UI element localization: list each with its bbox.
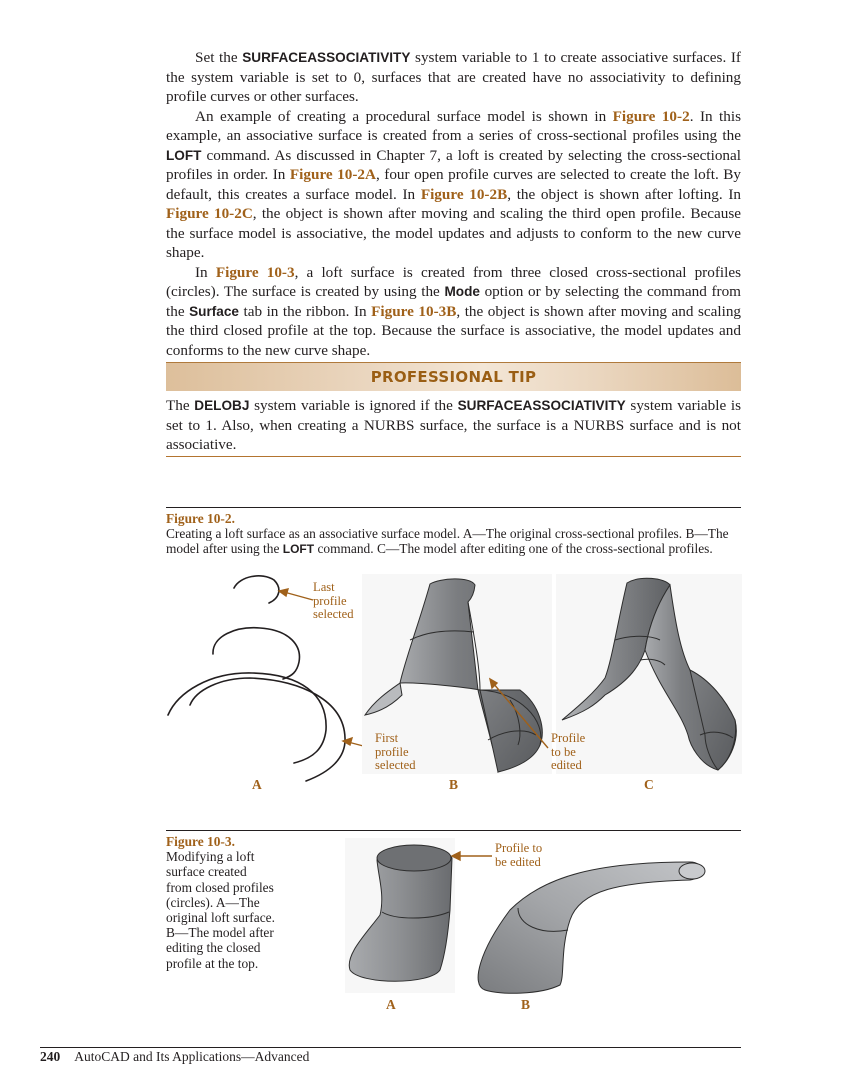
- footer-rule: [40, 1047, 741, 1048]
- tip-paragraph: The DELOBJ system variable is ignored if the SURFACEASSOCIATIVITY system variable is set to 1. Also, when creating a NURBS surface, the surface is a NURBS surface and is not associative.: [166, 397, 741, 453]
- figure-reference: Figure 10-3B: [371, 302, 457, 320]
- command-name: LOFT: [166, 147, 202, 163]
- book-title: AutoCAD and Its Applications—Advanced: [74, 1049, 310, 1064]
- panel-label-b: B: [449, 777, 459, 792]
- paragraph: Set the SURFACEASSOCIATIVITY system variable to 1 to create associative surfaces. If the system variable is set to 0, surfaces that are created have no associativity to defining profile curves or other surfaces.: [166, 49, 741, 105]
- callout-first-profile: First profile selected: [375, 731, 416, 772]
- panel-label-a: A: [252, 777, 262, 792]
- figure-10-3-caption: Figure 10-3. Modifying a loft surface created from closed profiles (circles). A—The original loft surface. B—The model after editing the closed profile at the top.: [166, 834, 326, 971]
- figure-reference: Figure 10-2C: [166, 205, 253, 222]
- page-footer: [40, 1049, 309, 1065]
- figure-reference: Figure 10-2A: [289, 166, 376, 183]
- paragraph: In Figure 10-3, a loft surface is created from three closed cross-sectional profiles (circles). The surface is created by using the Mode option or by selecting the command from the Surface tab in the ribbon. In Figure 10-3B, the object is shown after moving and scaling the third closed profile at the top. Because the surface is associative, the model updates and conforms to the new curve shape.: [166, 263, 742, 359]
- command-name: Mode: [444, 284, 480, 299]
- panel-label-a: A: [386, 997, 396, 1012]
- command-name: SURFACEASSOCIATIVITY: [242, 50, 411, 65]
- figure-reference: Figure 10-2B: [420, 185, 508, 203]
- panel-label-c: C: [644, 777, 654, 792]
- paragraph: An example of creating a procedural surface model is shown in Figure 10-2. In this example, an associative surface is created from a series of cross-sectional profiles using the LOFT command. As discussed in Chapter 7, a loft is created by selecting the cross-sectional profiles in order. In Figure 10-2A, four open profile curves are selected to create the loft. By default, this creates a surface model. In Figure 10-2B, the object is shown after lofting. In Figure 10-2C, the object is shown after moving and scaling the third open profile. Because the surface model is associative, the model updates and adjusts to conform to the new curve shape.: [166, 107, 741, 261]
- callout-profile-to-be-edited: Profile to be edited: [551, 731, 586, 772]
- figure-reference: Figure 10-2: [612, 107, 690, 125]
- figure-caption-text: Creating a loft surface as an associative surface model. A—The original cross-sectional profiles. B—The model after using the LOFT command. C—The model after editing one of the cross-sectional profiles.: [166, 526, 729, 557]
- callout-profile-to-be-edited: Profile to be edited: [495, 841, 543, 869]
- command-name: LOFT: [282, 542, 315, 557]
- callout-last-profile: Last profile selected: [313, 580, 354, 621]
- figure-title: Figure 10-2.: [166, 511, 235, 526]
- panel-label-b: B: [521, 997, 531, 1012]
- figure-reference: Figure 10-3: [215, 263, 295, 281]
- page-number: 240: [40, 1049, 61, 1064]
- figure-title: Figure 10-3.: [166, 834, 235, 849]
- command-name: Surface: [189, 303, 239, 319]
- command-name: SURFACEASSOCIATIVITY: [457, 398, 626, 413]
- professional-tip-title: PROFESSIONAL TIP: [370, 368, 537, 386]
- command-name: DELOBJ: [194, 398, 250, 413]
